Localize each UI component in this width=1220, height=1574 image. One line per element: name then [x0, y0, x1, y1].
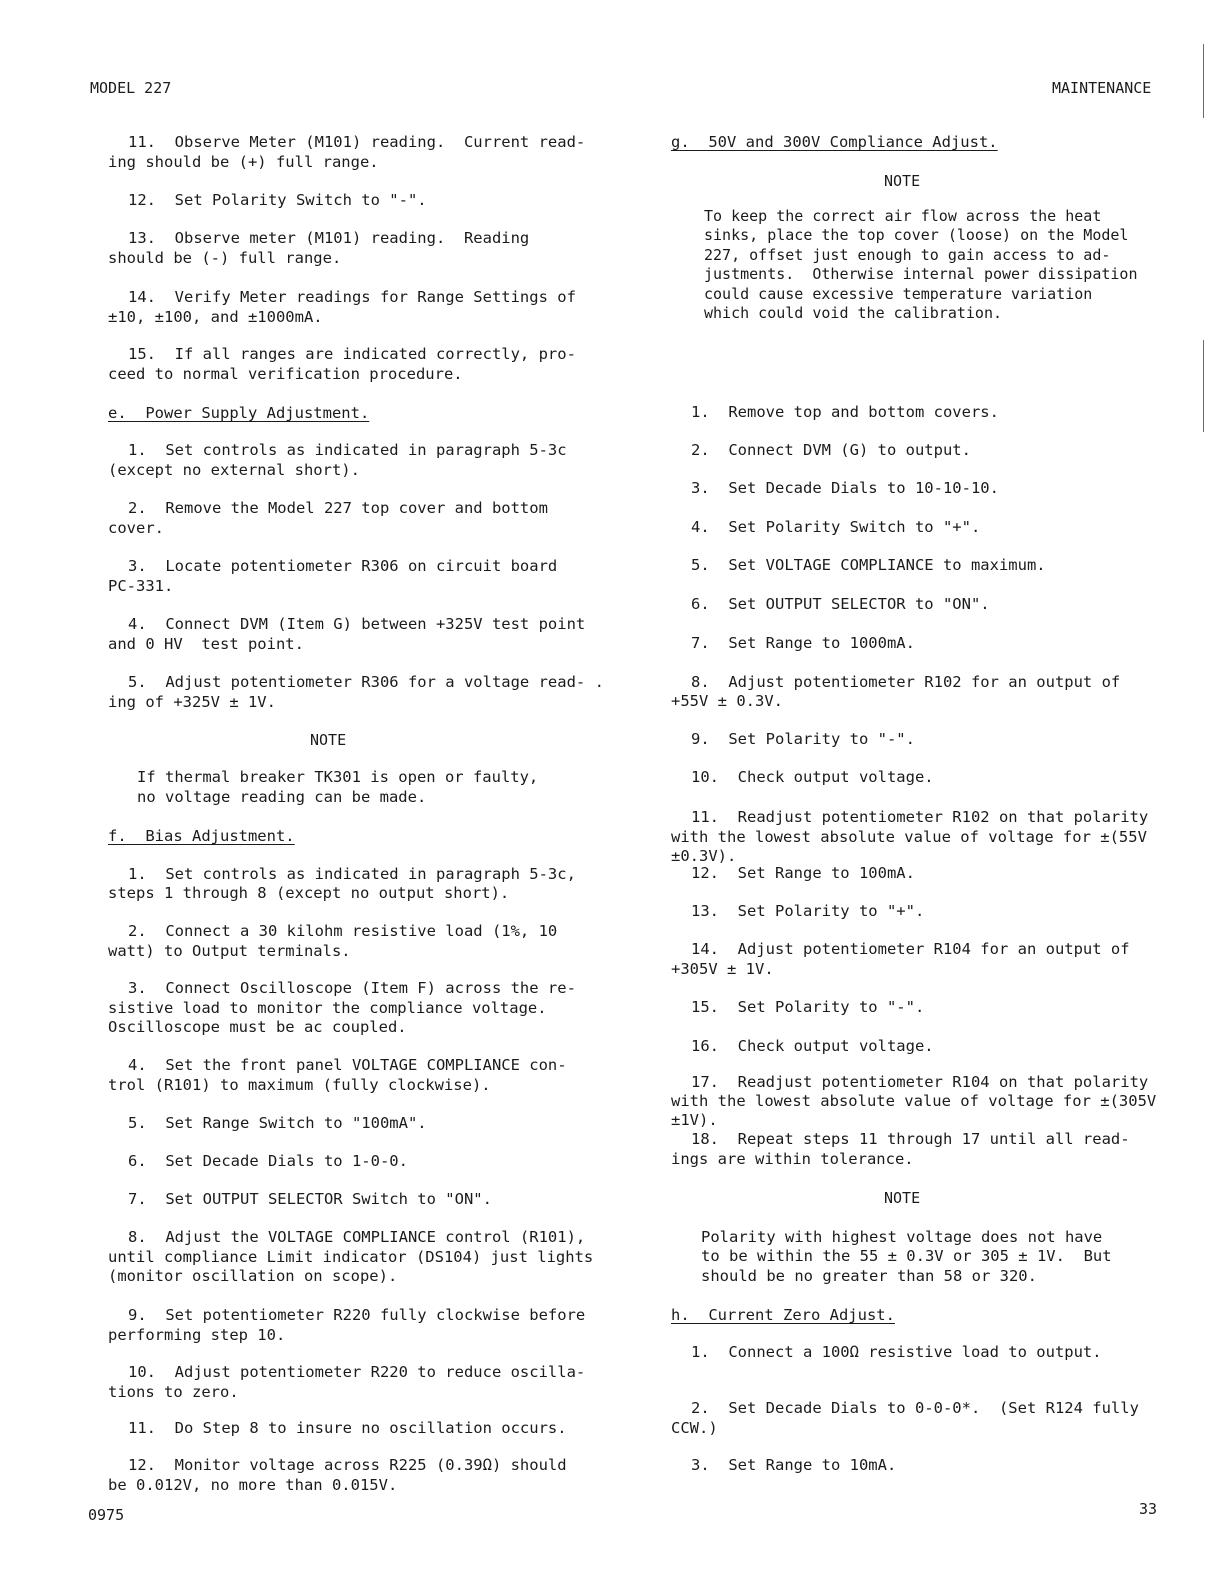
- step-text: +55V ± 0.3V.: [671, 692, 783, 710]
- step-text: 5. Set VOLTAGE COMPLIANCE to maximum.: [691, 556, 1046, 574]
- step-text: 10. Check output voltage.: [691, 768, 934, 786]
- step-text: cover.: [108, 519, 164, 537]
- note-text: To keep the correct air flow across the heat: [704, 207, 1102, 225]
- step-text: ceed to normal verification procedure.: [108, 365, 463, 383]
- step-text: 3. Set Decade Dials to 10-10-10.: [691, 479, 999, 497]
- step-text: 2. Remove the Model 227 top cover and bottom: [128, 499, 548, 517]
- step-text: steps 1 through 8 (except no output short).: [108, 884, 510, 902]
- step-text: 14. Verify Meter readings for Range Settings of: [128, 288, 576, 306]
- step-text: tions to zero.: [108, 1383, 239, 1401]
- step-text: with the lowest absolute value of voltage for ±(305V: [671, 1092, 1157, 1110]
- step-text: 5. Set Range Switch to "100mA".: [128, 1114, 427, 1132]
- step-text: ing should be (+) full range.: [108, 153, 379, 171]
- note-text: If thermal breaker TK301 is open or faulty,: [137, 768, 539, 786]
- step-text: 11. Do Step 8 to insure no oscillation occurs.: [128, 1419, 567, 1437]
- step-text: 4. Connect DVM (Item G) between +325V test point: [128, 615, 586, 633]
- step-text: 8. Adjust potentiometer R102 for an output of: [691, 673, 1121, 691]
- step-text: watt) to Output terminals.: [108, 942, 351, 960]
- section-heading-bias: f. Bias Adjustment.: [108, 827, 295, 845]
- step-text: +305V ± 1V.: [671, 960, 774, 978]
- note-text: to be within the 55 ± 0.3V or 305 ± 1V. But: [701, 1247, 1112, 1265]
- step-text: 4. Set Polarity Switch to "+".: [691, 518, 981, 536]
- step-text: trol (R101) to maximum (fully clockwise).: [108, 1076, 491, 1094]
- step-text: Oscilloscope must be ac coupled.: [108, 1018, 407, 1036]
- step-text: 3. Set Range to 10mA.: [691, 1456, 897, 1474]
- note-text: no voltage reading can be made.: [137, 788, 427, 806]
- step-text: ±10, ±100, and ±1000mA.: [108, 308, 323, 326]
- step-text: 1. Connect a 100Ω resistive load to output.: [691, 1343, 1102, 1361]
- step-text: PC-331.: [108, 577, 174, 595]
- header-model: MODEL 227: [90, 79, 172, 97]
- note-text: sinks, place the top cover (loose) on the Model: [704, 226, 1129, 244]
- step-text: 6. Set Decade Dials to 1-0-0.: [128, 1152, 408, 1170]
- step-text: ±1V).: [671, 1111, 718, 1129]
- header-section: MAINTENANCE: [1052, 79, 1152, 97]
- step-text: until compliance Limit indicator (DS104) just lights: [108, 1248, 594, 1266]
- step-text: 11. Readjust potentiometer R102 on that polarity: [691, 808, 1149, 826]
- step-text: 17. Readjust potentiometer R104 on that polarity: [691, 1073, 1149, 1091]
- note-text: should be no greater than 58 or 320.: [701, 1267, 1037, 1285]
- step-text: 18. Repeat steps 11 through 17 until all read-: [691, 1130, 1130, 1148]
- step-text: ±0.3V).: [671, 847, 737, 865]
- step-text: 14. Adjust potentiometer R104 for an output of: [691, 940, 1130, 958]
- step-text: 6. Set OUTPUT SELECTOR to "ON".: [691, 595, 990, 613]
- step-text: 12. Monitor voltage across R225 (0.39Ω) should: [128, 1456, 567, 1474]
- step-text: and 0 HV test point.: [108, 635, 304, 653]
- footer-date-code: 0975: [88, 1506, 125, 1524]
- step-text: 12. Set Polarity Switch to "-".: [128, 191, 427, 209]
- step-text: performing step 10.: [108, 1326, 286, 1344]
- step-text: 12. Set Range to 100mA.: [691, 864, 915, 882]
- step-text: 15. Set Polarity to "-".: [691, 998, 925, 1016]
- note-text: Polarity with highest voltage does not have: [701, 1228, 1103, 1246]
- step-text: 1. Set controls as indicated in paragraph 5-3c: [128, 441, 567, 459]
- section-heading-power-supply: e. Power Supply Adjustment.: [108, 404, 370, 422]
- step-text: 2. Connect a 30 kilohm resistive load (1%, 10: [128, 922, 558, 940]
- note-text: which could void the calibration.: [704, 304, 1003, 322]
- step-text: 5. Adjust potentiometer R306 for a voltage read- .: [128, 673, 604, 691]
- step-text: ings are within tolerance.: [671, 1150, 914, 1168]
- step-text: 11. Observe Meter (M101) reading. Current read-: [128, 133, 586, 151]
- step-text: CCW.): [671, 1419, 718, 1437]
- step-text: (monitor oscillation on scope).: [108, 1267, 398, 1285]
- step-text: 1. Set controls as indicated in paragraph 5-3c,: [128, 865, 576, 883]
- step-text: 2. Set Decade Dials to 0-0-0*. (Set R124 fully: [691, 1399, 1139, 1417]
- section-heading-compliance: g. 50V and 300V Compliance Adjust.: [671, 133, 998, 151]
- step-text: 15. If all ranges are indicated correctly, pro-: [128, 345, 576, 363]
- step-text: 8. Adjust the VOLTAGE COMPLIANCE control (R101),: [128, 1228, 586, 1246]
- note-title: NOTE: [884, 172, 921, 190]
- scan-edge-line: [1203, 44, 1204, 118]
- step-text: 10. Adjust potentiometer R220 to reduce oscilla-: [128, 1363, 586, 1381]
- step-text: be 0.012V, no more than 0.015V.: [108, 1476, 398, 1494]
- step-text: 9. Set Polarity to "-".: [691, 730, 915, 748]
- note-text: justments. Otherwise internal power dissipation: [704, 265, 1138, 283]
- page-number: 33: [1139, 1500, 1158, 1518]
- step-text: sistive load to monitor the compliance voltage.: [108, 999, 547, 1017]
- step-text: 16. Check output voltage.: [691, 1037, 934, 1055]
- step-text: 3. Locate potentiometer R306 on circuit board: [128, 557, 558, 575]
- step-text: 7. Set Range to 1000mA.: [691, 634, 915, 652]
- note-title: NOTE: [884, 1189, 921, 1207]
- step-text: 3. Connect Oscilloscope (Item F) across the re-: [128, 979, 576, 997]
- step-text: with the lowest absolute value of voltage for ±(55V: [671, 828, 1147, 846]
- step-text: ing of +325V ± 1V.: [108, 693, 276, 711]
- note-text: could cause excessive temperature variation: [704, 285, 1093, 303]
- step-text: (except no external short).: [108, 461, 360, 479]
- step-text: 9. Set potentiometer R220 fully clockwise before: [128, 1306, 586, 1324]
- note-title: NOTE: [310, 731, 347, 749]
- step-text: 13. Observe meter (M101) reading. Reading: [128, 229, 530, 247]
- step-text: 2. Connect DVM (G) to output.: [691, 441, 971, 459]
- step-text: should be (-) full range.: [108, 249, 342, 267]
- scan-edge-line: [1203, 340, 1204, 432]
- step-text: 13. Set Polarity to "+".: [691, 902, 925, 920]
- section-heading-current-zero: h. Current Zero Adjust.: [671, 1306, 895, 1324]
- step-text: 1. Remove top and bottom covers.: [691, 403, 999, 421]
- step-text: 7. Set OUTPUT SELECTOR Switch to "ON".: [128, 1190, 492, 1208]
- note-text: 227, offset just enough to gain access to ad-: [704, 246, 1111, 264]
- step-text: 4. Set the front panel VOLTAGE COMPLIANCE con-: [128, 1056, 567, 1074]
